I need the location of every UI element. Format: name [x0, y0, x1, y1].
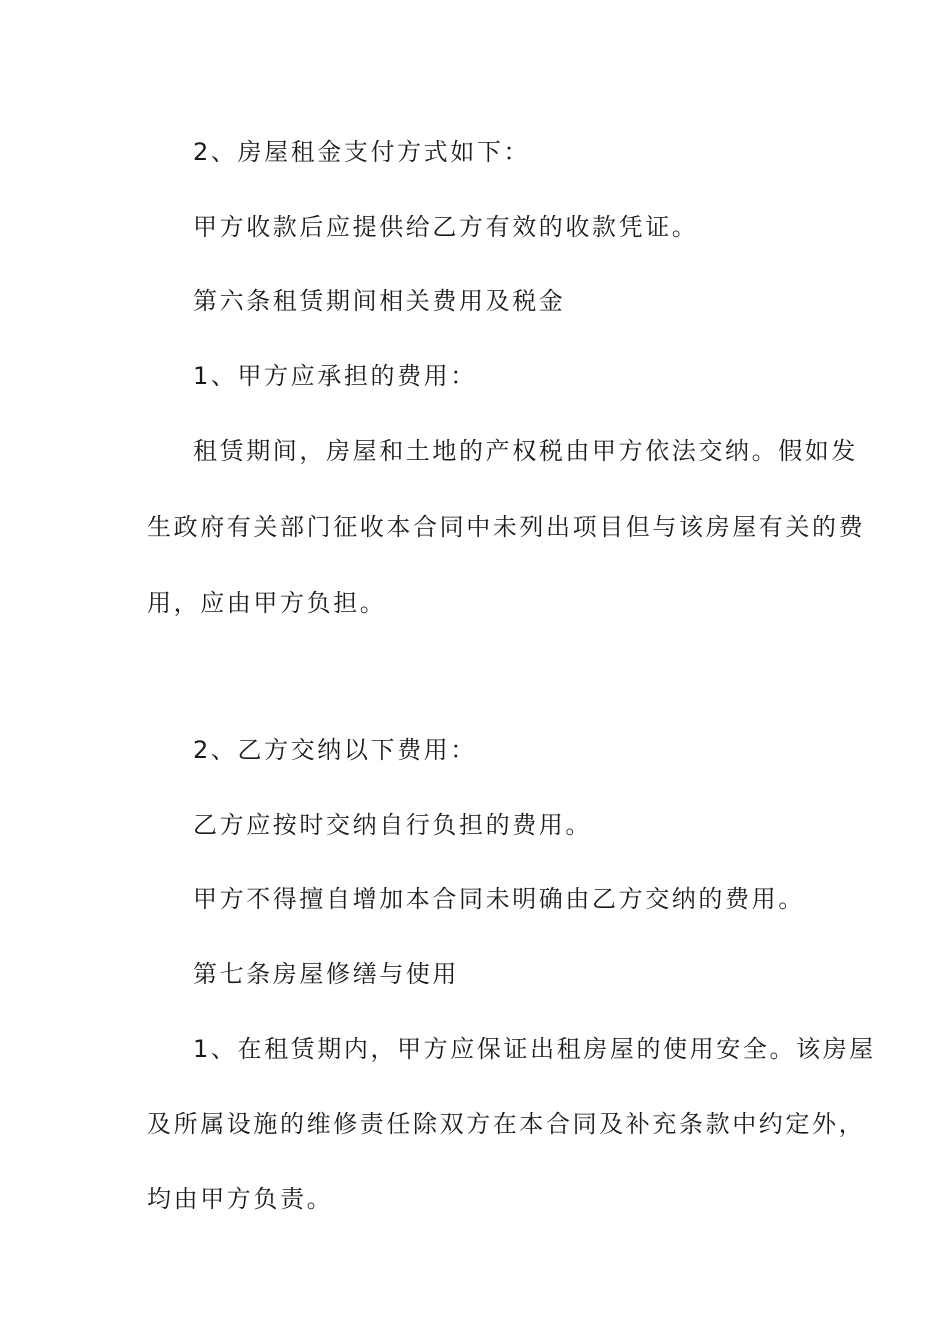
paragraph-repair-line-2: 及所属设施的维修责任除双方在本合同及补充条款中约定外， [147, 1110, 866, 1138]
paragraph-party-b-on-time: 乙方应按时交纳自行负担的费用。 [193, 811, 592, 839]
paragraph-repair-line-1: 1、在租赁期内，甲方应保证出租房屋的使用安全。该房屋 [193, 1035, 876, 1063]
paragraph-lease-tax-line-2: 生政府有关部门征收本合同中未列出项目但与该房屋有关的费 [147, 513, 866, 541]
paragraph-lease-tax-line-3: 用，应由甲方负担。 [147, 589, 387, 617]
paragraph-rent-payment-method: 2、房屋租金支付方式如下： [193, 138, 531, 166]
paragraph-no-extra-fees: 甲方不得擅自增加本合同未明确由乙方交纳的费用。 [193, 885, 805, 913]
paragraph-receipt-voucher: 甲方收款后应提供给乙方有效的收款凭证。 [193, 213, 699, 241]
article-seven-heading: 第七条房屋修缮与使用 [193, 960, 459, 988]
article-six-heading: 第六条租赁期间相关费用及税金 [193, 287, 566, 315]
paragraph-party-a-costs: 1、甲方应承担的费用： [193, 362, 477, 390]
paragraph-lease-tax-line-1: 租赁期间，房屋和土地的产权税由甲方依法交纳。假如发 [193, 437, 858, 465]
paragraph-party-b-costs: 2、乙方交纳以下费用： [193, 736, 477, 764]
paragraph-repair-line-3: 均由甲方负责。 [147, 1185, 334, 1213]
